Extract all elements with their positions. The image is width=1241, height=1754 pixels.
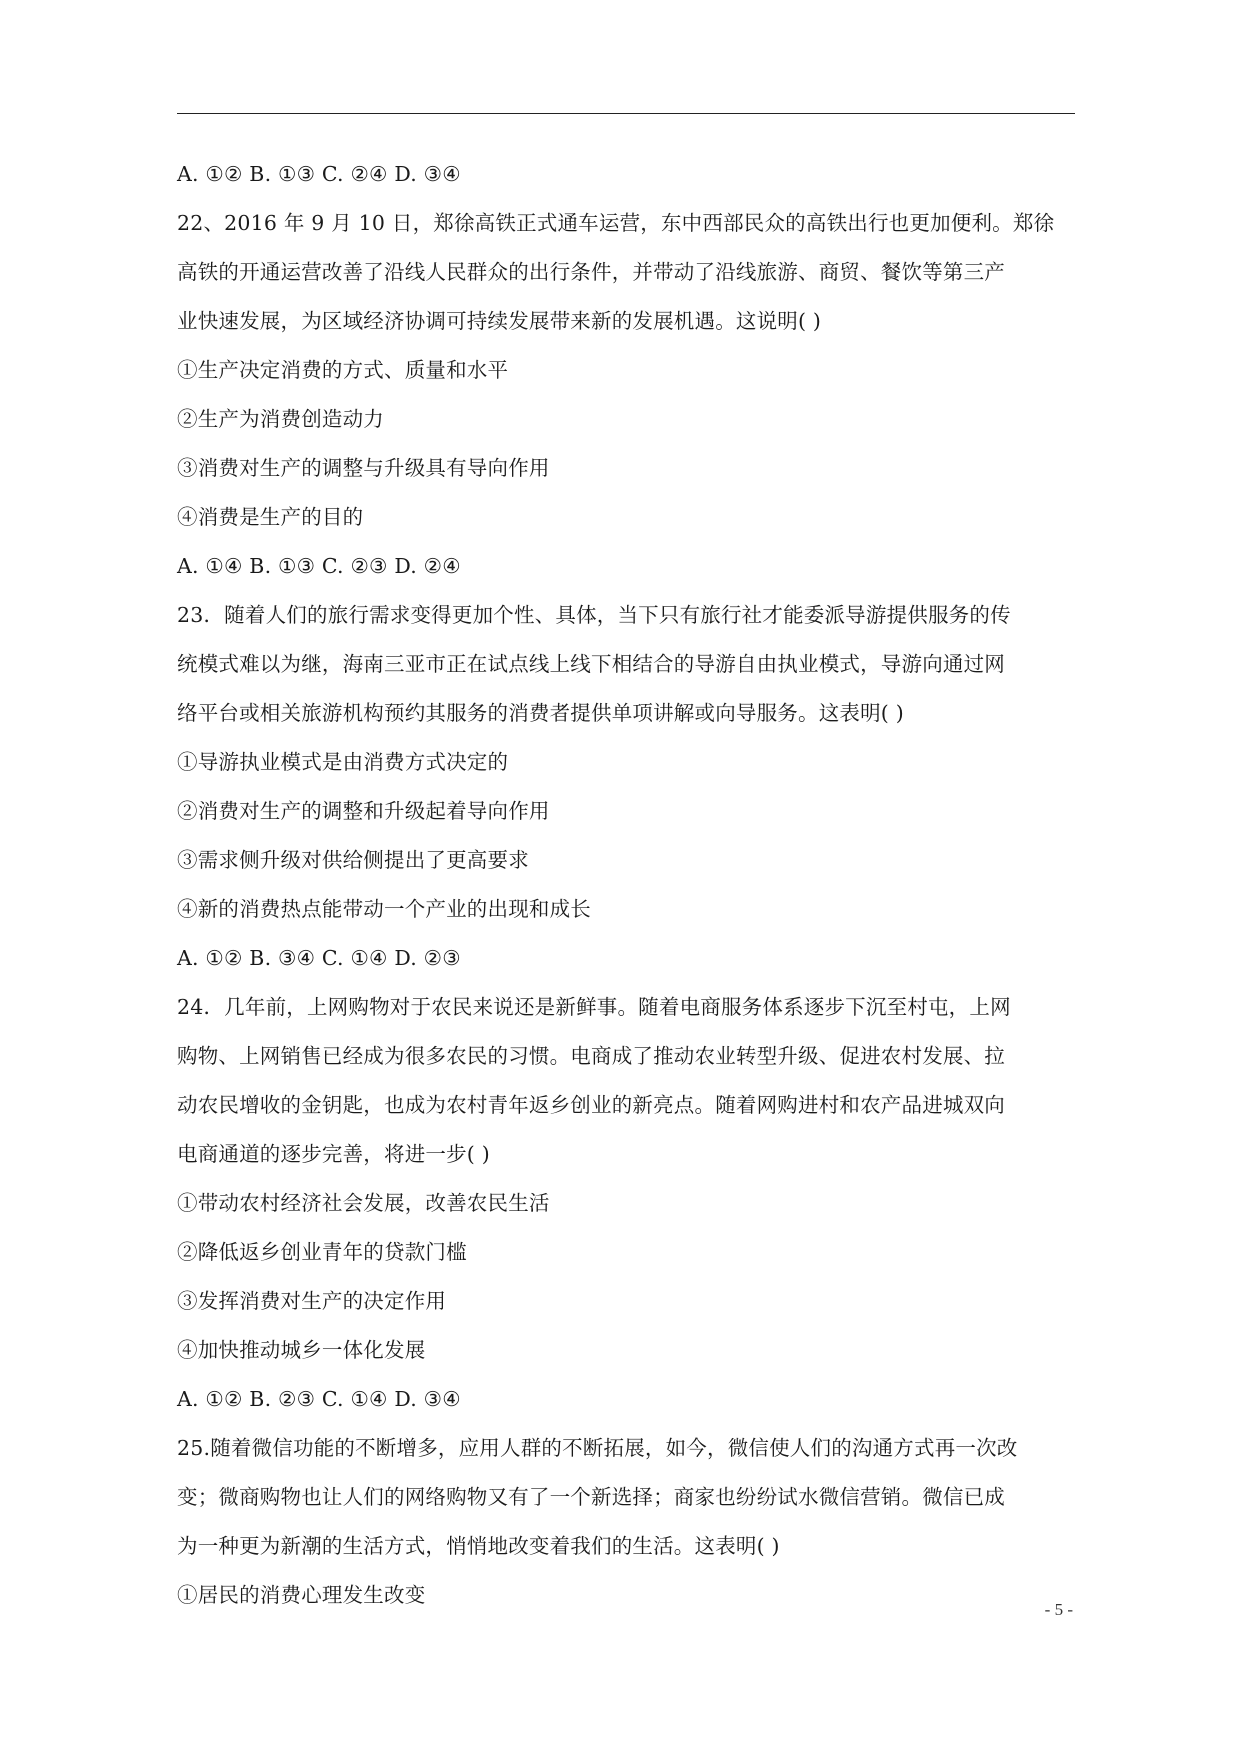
- answer-options-q21: A. ①② B. ①③ C. ②④ D. ③④: [177, 162, 461, 186]
- document-body: [177, 150, 1077, 1620]
- answer-options-q24: A. ①② B. ②③ C. ①④ D. ③④: [177, 1387, 461, 1411]
- question-25-line-2: 变；微商购物也让人们的网络购物又有了一个新选择；商家也纷纷试水微信营销。微信已成: [177, 1485, 1005, 1509]
- q22-statement-4: ④消费是生产的目的: [177, 505, 364, 529]
- q24-statement-2: ②降低返乡创业青年的贷款门槛: [177, 1240, 467, 1264]
- question-22-line-1: 22、2016 年 9 月 10 日，郑徐高铁正式通车运营，东中西部民众的高铁出行也更加便利。郑徐: [177, 211, 1055, 235]
- answer-options-q22: A. ①④ B. ①③ C. ②③ D. ②④: [177, 554, 461, 578]
- question-25-line-3: 为一种更为新潮的生活方式，悄悄地改变着我们的生活。这表明( ): [177, 1534, 780, 1558]
- q23-statement-1: ①导游执业模式是由消费方式决定的: [177, 750, 509, 774]
- question-24-line-4: 电商通道的逐步完善，将进一步( ): [177, 1142, 490, 1166]
- q22-statement-1: ①生产决定消费的方式、质量和水平: [177, 358, 509, 382]
- question-24-line-3: 动农民增收的金钥匙，也成为农村青年返乡创业的新亮点。随着网购进村和农产品进城双向: [177, 1093, 1005, 1117]
- question-23-line-2: 统模式难以为继，海南三亚市正在试点线上线下相结合的导游自由执业模式，导游向通过网: [177, 652, 1005, 676]
- question-23-line-3: 络平台或相关旅游机构预约其服务的消费者提供单项讲解或向导服务。这表明( ): [177, 701, 904, 725]
- question-22-line-3: 业快速发展，为区域经济协调可持续发展带来新的发展机遇。这说明( ): [177, 309, 822, 333]
- q25-statement-1: ①居民的消费心理发生改变: [177, 1583, 426, 1607]
- question-25-line-1: 25.随着微信功能的不断增多，应用人群的不断拓展，如今，微信使人们的沟通方式再一次改: [177, 1436, 1018, 1460]
- q24-statement-4: ④加快推动城乡一体化发展: [177, 1338, 426, 1362]
- q24-statement-1: ①带动农村经济社会发展，改善农民生活: [177, 1191, 550, 1215]
- question-23-line-1: 23．随着人们的旅行需求变得更加个性、具体，当下只有旅行社才能委派导游提供服务的传: [177, 603, 1011, 627]
- page-number: - 5 -: [1044, 1600, 1073, 1619]
- q24-statement-3: ③发挥消费对生产的决定作用: [177, 1289, 447, 1313]
- q23-statement-2: ②消费对生产的调整和升级起着导向作用: [177, 799, 550, 823]
- q23-statement-4: ④新的消费热点能带动一个产业的出现和成长: [177, 897, 591, 921]
- answer-options-q23: A. ①② B. ③④ C. ①④ D. ②③: [177, 946, 461, 970]
- q22-statement-3: ③消费对生产的调整与升级具有导向作用: [177, 456, 550, 480]
- header-rule: [177, 113, 1075, 114]
- q22-statement-2: ②生产为消费创造动力: [177, 407, 384, 431]
- question-24-line-2: 购物、上网销售已经成为很多农民的习惯。电商成了推动农业转型升级、促进农村发展、拉: [177, 1044, 1005, 1068]
- question-24-line-1: 24．几年前，上网购物对于农民来说还是新鲜事。随着电商服务体系逐步下沉至村屯，上网: [177, 995, 1011, 1019]
- q23-statement-3: ③需求侧升级对供给侧提出了更高要求: [177, 848, 529, 872]
- question-22-line-2: 高铁的开通运营改善了沿线人民群众的出行条件，并带动了沿线旅游、商贸、餐饮等第三产: [177, 260, 1005, 284]
